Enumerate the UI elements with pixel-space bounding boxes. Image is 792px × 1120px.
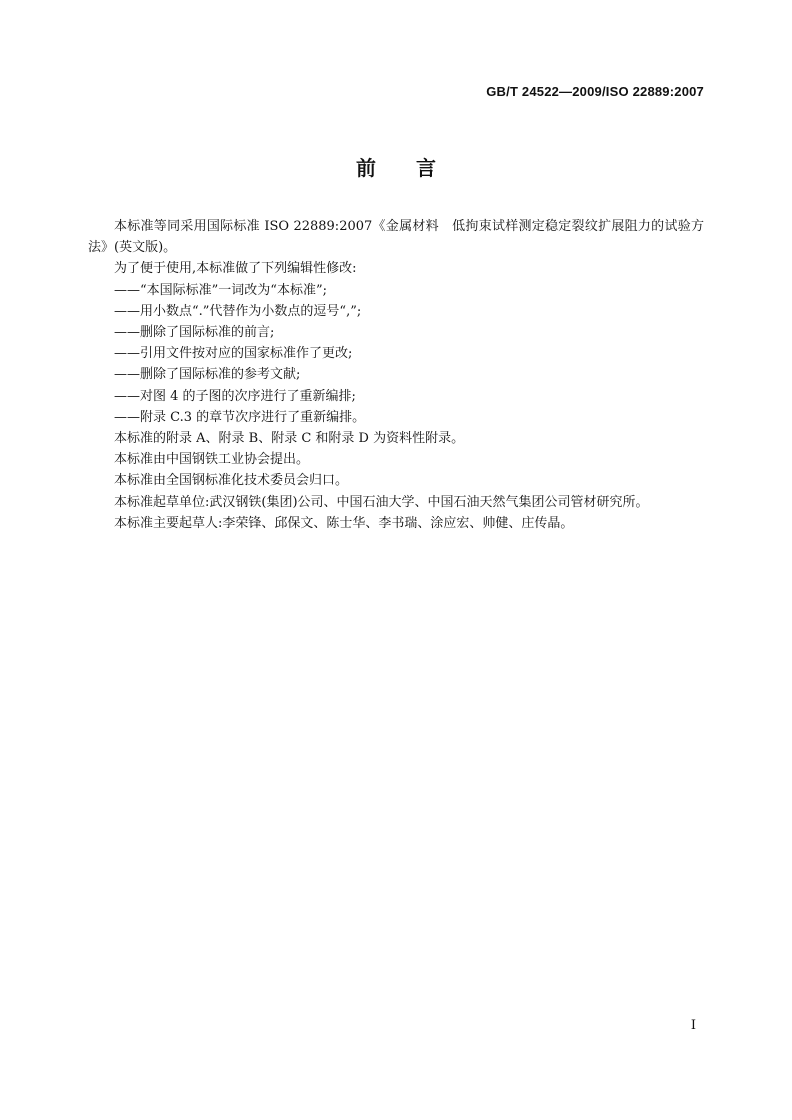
proposed-paragraph: 本标准由中国钢铁工业协会提出。 — [114, 452, 310, 468]
list-item: ——用小数点“.”代替作为小数点的逗号“,”; — [114, 303, 362, 319]
annex-paragraph: 本标准的附录 A、附录 B、附录 C 和附录 D 为资料性附录。 — [114, 431, 465, 447]
list-item: ——对图 4 的子图的次序进行了重新编排; — [114, 388, 356, 404]
standard-code: GB/T 24522—2009/ISO 22889:2007 — [486, 84, 704, 99]
page-number: I — [690, 1018, 696, 1033]
list-item: ——“本国际标准”一词改为“本标准”; — [114, 282, 327, 298]
edit-intro-paragraph: 为了便于使用,本标准做了下列编辑性修改: — [114, 261, 357, 277]
list-item: ——引用文件按对应的国家标准作了更改; — [114, 346, 353, 362]
foreword-body — [88, 216, 704, 534]
edit-list — [88, 280, 704, 428]
list-item: ——删除了国际标准的参考文献; — [114, 367, 301, 383]
drafters-paragraph: 本标准主要起草人:李荣锋、邱保文、陈士华、李书瑞、涂应宏、帅健、庄传晶。 — [114, 515, 574, 531]
centralized-paragraph: 本标准由全国钢标准化技术委员会归口。 — [114, 473, 349, 489]
drafting-units-paragraph: 本标准起草单位:武汉钢铁(集团)公司、中国石油大学、中国石油天然气集团公司管材研究所。 — [114, 494, 649, 510]
intro-paragraph: 本标准等同采用国际标准 ISO 22889:2007《金属材料 低拘束试样测定稳定裂纹扩展阻力的试验方法》(英文版)。 — [88, 219, 704, 256]
page-title: 前言 — [356, 156, 476, 180]
list-item: ——附录 C.3 的章节次序进行了重新编排。 — [114, 409, 366, 425]
list-item: ——删除了国际标准的前言; — [114, 325, 275, 341]
